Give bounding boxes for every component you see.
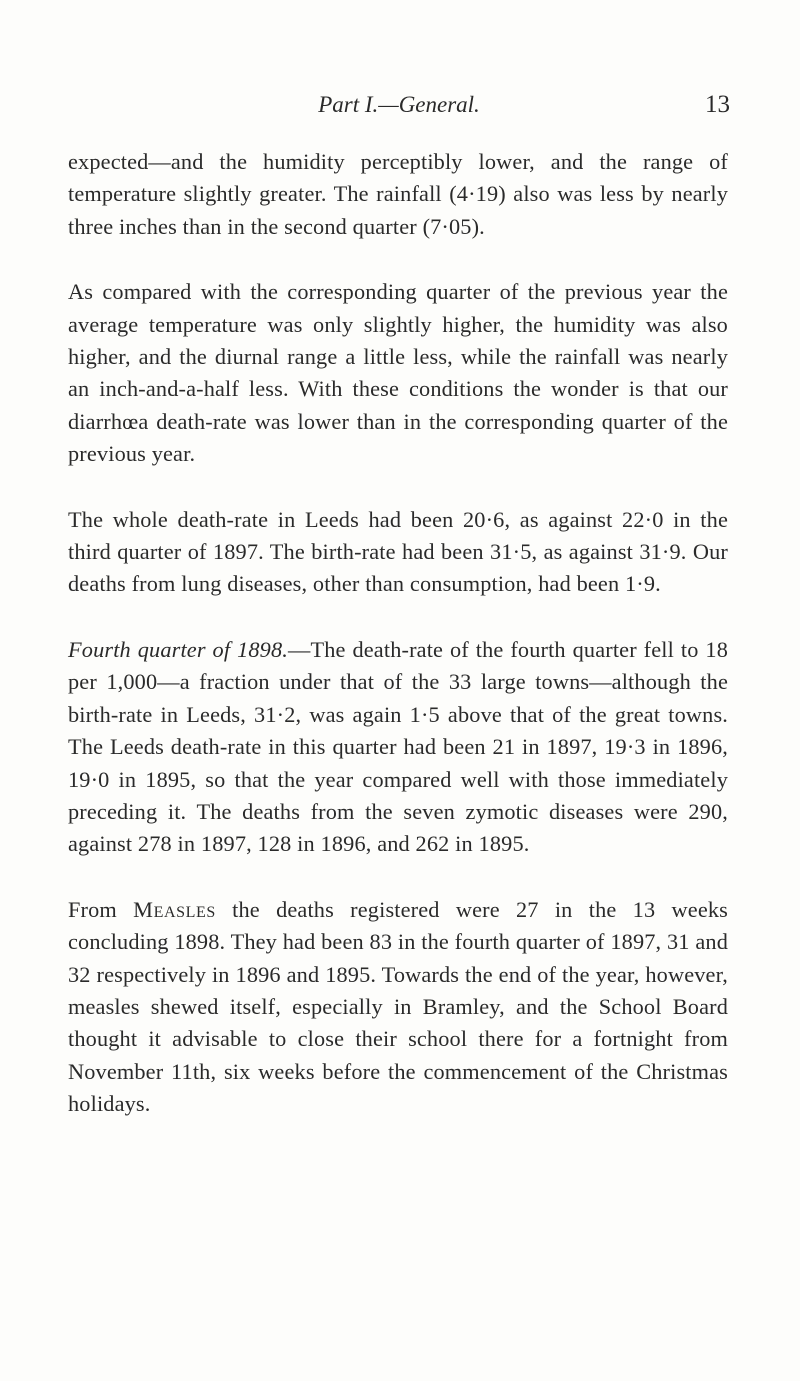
paragraph-text: expected—and the humidity perceptibly lower, and the range of temperature slightly greater. The rainfall (4·19) also was less by nearly three inches than in the second quarter (7·05). — [68, 149, 728, 239]
running-header — [68, 88, 730, 124]
disease-name-smallcaps: Measles — [133, 896, 216, 922]
paragraph-text: the deaths registered were 27 in the 13 weeks concluding 1898. They had been 83 in the fourth quarter of 1897, 31 and 32 respectively in 1896 and 1895. Towards the end of the year, however, measles shewed itself, especially in Bramley, and the School Board thought it advisable to close their school there for a fortnight from November 11th, six weeks before the commencement of the Christmas holidays. — [68, 896, 728, 1117]
paragraph-text: As compared with the corresponding quarter of the previous year the average temperature was only slightly higher, the humidity was also higher, and the diurnal range a little less, while the rainfall was nearly an inch-and-a-half less. With these conditions the wonder is that our diarrhœa death-rate was lower than in the corresponding quarter of the previous year. — [68, 279, 728, 467]
paragraph-lead: From — [68, 896, 134, 922]
paragraph-death-rate — [68, 504, 728, 601]
paragraph-fourth-quarter — [68, 634, 728, 861]
section-lead-heading: Fourth quarter of 1898. — [68, 636, 289, 662]
paragraph-text: —The death-rate of the fourth quarter fell to 18 per 1,000—a fraction under that of the 33 large towns—although the birth-rate in Leeds, 31·2, was again 1·5 above that of the great towns. The Leeds death-rate in this quarter had been 21 in 1897, 19·3 in 1896, 19·0 in 1895, so that the year compared well with those immediately preceding it. The deaths from the seven zymotic diseases were 290, against 278 in 1897, 128 in 1896, and 262 in 1895. — [68, 636, 729, 857]
running-title: Part I.—General. — [318, 92, 480, 117]
paragraph-text: The whole death-rate in Leeds had been 20·6, as against 22·0 in the third quarter of 1897. The birth-rate had been 31·5, as against 31·9. Our deaths from lung diseases, other than consumption, had been 1·9. — [68, 506, 728, 597]
paragraph-measles — [68, 894, 728, 1121]
page-number: 13 — [705, 91, 730, 118]
body-text — [68, 146, 728, 1154]
paragraph-comparison-previous-year — [68, 276, 728, 470]
paragraph-weather-summary — [68, 146, 728, 243]
